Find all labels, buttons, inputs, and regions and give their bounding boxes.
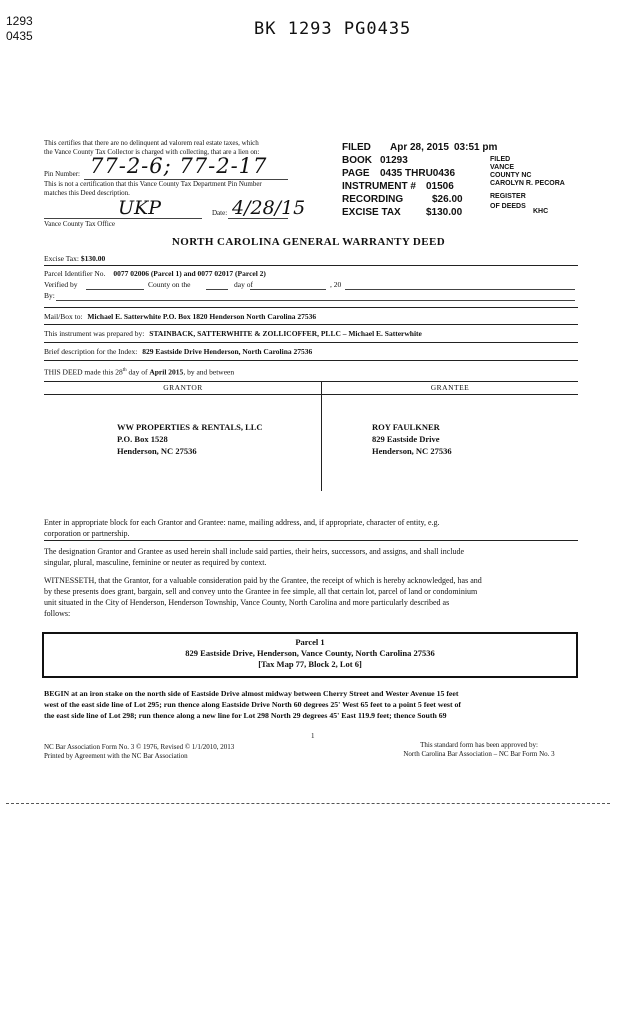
enter-block-note [44,517,584,539]
book-page-stamp: BK 1293 PG0435 [254,19,412,39]
deed-made-pre: THIS DEED made this 28 [44,367,123,377]
filed-right-1: FILED [490,156,511,163]
parcel-identifier-value: 0077 02006 (Parcel 1) and 0077 02017 (Parcel 2) [113,269,266,278]
by-blank [56,300,575,301]
excise-tax-label: Excise Tax: [44,254,79,263]
page-number: 1 [311,732,315,740]
signature-underline [44,218,202,219]
instrument-label: INSTRUMENT # [342,181,416,192]
filed-right-6: OF DEEDS [490,203,526,210]
filed-right-3: COUNTY NC [490,172,532,179]
begin-line-1: BEGIN at an iron stake on the north side of Eastside Drive almost midway between Cherry Street and Wester Avenue 15 feet [44,689,459,698]
witnesseth-line-3: unit situated in the City of Henderson, Henderson Township, Vance County, North Carolina and more particularly described as [44,598,450,607]
designation-paragraph [44,546,584,568]
brief-description-label: Brief description for the Index: [44,347,138,356]
brief-rule [44,360,578,361]
date-value: 4/28/15 [232,197,306,219]
filed-date: Apr 28, 2015 [390,142,449,153]
prepared-by-value: STAINBACK, SATTERWHITE & ZOLLICOFFER, PLLC – Michael E. Satterwhite [149,329,422,338]
parcel-rule [44,307,578,308]
deed-made-post: day of [126,367,150,377]
footer-left-line-2: Printed by Agreement with the NC Bar Association [44,752,188,760]
verified-blank-3 [250,289,326,290]
year-prefix-label: , 20 [330,280,342,289]
designation-line-1: The designation Grantor and Grantee as used herein shall include said parties, their heirs, successors, and assigns, and shall include [44,547,465,556]
footer-right-line-1: This standard form has been approved by: [420,741,538,749]
certification-line-2: the Vance County Tax Collector is charged with collecting, that are a lien on: [44,148,260,156]
filed-right-2: VANCE [490,164,514,171]
book-value: 01293 [380,155,408,166]
tax-office-signature: UKP [118,197,161,219]
book-label: BOOK [342,155,372,166]
certification-note-line-1: This is not a certification that this Vance County Tax Department Pin Number [44,180,262,188]
brief-description-line [44,347,312,357]
prepared-by-label: This instrument was prepared by: [44,329,145,338]
day-of-label: day of [234,280,253,289]
pin-number-label: Pin Number: [44,170,80,178]
recording-value: $26.00 [432,194,463,205]
by-label: By: [44,291,55,300]
pin-number-value: 77-2-6; 77-2-17 [90,154,268,178]
begin-paragraph [44,688,594,721]
grantee-heading: GRANTEE [430,383,470,392]
brief-description-value: 829 Eastside Drive Henderson, North Carolina 27536 [142,347,313,356]
date-label: Date: [212,209,228,217]
deed-made-sup: th [122,368,127,373]
begin-line-2: west of the east side line of Lot 295; run thence along Eastside Drive North 60 degrees 25' West 65 feet to a point 5 feet west of [44,700,461,709]
mail-rule [44,324,578,325]
filed-label: FILED [342,142,371,153]
grantor-heading: GRANTOR [163,383,203,392]
grantee-city: Henderson, NC 27536 [372,446,452,456]
enter-block-line-1: Enter in appropriate block for each Grantor and Grantee: name, mailing address, and, if appropriate, character of entity, e.g. [44,518,440,527]
filed-right-5: REGISTER [490,193,526,200]
party-top-rule [44,381,578,382]
footer-left [44,743,234,761]
excise-tax-line [44,254,105,264]
deed-made-line [44,366,234,378]
excise-value: $130.00 [426,207,463,218]
filed-right-4: CAROLYN R. PECORA [490,180,565,187]
party-divider [321,381,322,491]
corner-page-number: 0435 [6,29,33,43]
recording-stamp [342,142,590,222]
parcel-identifier-label: Parcel Identifier No. [44,269,106,278]
parcel-identifier-line [44,269,266,279]
scan-edge-line [6,803,610,804]
mail-box-label: Mail/Box to: [44,312,83,321]
designation-line-2: singular, plural, masculine, feminine or neuter as required by context. [44,558,267,567]
grantee-block [372,421,452,457]
verified-blank-1 [86,289,144,290]
enter-rule [44,540,578,541]
prepared-by-line [44,329,422,339]
deed-title: NORTH CAROLINA GENERAL WARRANTY DEED [171,236,446,248]
verified-blank-2 [206,289,228,290]
parcel-box [42,632,578,678]
party-heading-rule [44,394,578,395]
verified-by-label: Verified by [44,280,78,289]
certification-line-1: This certifies that there are no delinquent ad valorem real estate taxes, which [44,139,259,147]
witnesseth-line-2: by these presents does grant, bargain, sell and convey unto the Grantee in fee simple, all that certain lot, parcel of land or condominium [44,587,478,596]
grantee-name: ROY FAULKNER [372,422,440,432]
recording-label: RECORDING [342,194,404,205]
instrument-value: 01506 [426,181,454,192]
county-on-the-label: County on the [148,280,191,289]
parcel-box-line-3: [Tax Map 77, Block 2, Lot 6] [258,659,362,669]
witnesseth-line-1: WITNESSETH, that the Grantor, for a valuable consideration paid by the Grantee, the receipt of which is hereby acknowledged, has and [44,576,482,585]
prepared-rule [44,342,578,343]
excise-tax-value: $130.00 [80,254,106,263]
mail-box-value: Michael E. Satterwhite P.O. Box 1820 Henderson North Carolina 27536 [87,312,317,321]
grantee-address: 829 Eastside Drive [372,434,440,444]
grantor-address: P.O. Box 1528 [117,434,168,444]
enter-block-line-2: corporation or partnership. [44,529,130,538]
parcel-box-line-2: 829 Eastside Drive, Henderson, Vance County, North Carolina 27536 [185,648,435,658]
footer-left-line-1: NC Bar Association Form No. 3 © 1976, Revised © 1/1/2010, 2013 [44,743,235,751]
witnesseth-line-4: follows: [44,609,71,618]
grantor-city: Henderson, NC 27536 [117,446,197,456]
date-underline [228,218,288,219]
deed-made-month: April 2015 [149,367,184,377]
deed-made-tail: , by and between [183,367,235,377]
certification-note [44,180,324,198]
grantor-name: WW PROPERTIES & RENTALS, LLC [117,422,263,432]
corner-book-number: 1293 [6,14,33,28]
footer-right [374,741,584,759]
begin-line-3: the east side line of Lot 298; run thence along a new line for Lot 298 North 29 degrees 45' East 119.9 feet; thence South 69 [44,711,447,720]
excise-label: EXCISE TAX [342,207,401,218]
register-initials: KHC [533,208,549,215]
certification-note-line-2: matches this Deed description. [44,189,130,197]
page-label: PAGE [342,168,370,179]
parcel-box-line-1: Parcel 1 [295,637,325,647]
excise-rule [44,265,578,266]
witnesseth-paragraph [44,575,589,619]
grantor-block [117,421,263,457]
tax-office-label: Vance County Tax Office [44,220,115,228]
filed-time: 03:51 pm [454,142,498,153]
mail-box-line [44,312,316,322]
page-value: 0435 THRU0436 [380,168,456,179]
verified-blank-4 [345,289,575,290]
footer-right-line-2: North Carolina Bar Association – NC Bar Form No. 3 [403,750,555,758]
